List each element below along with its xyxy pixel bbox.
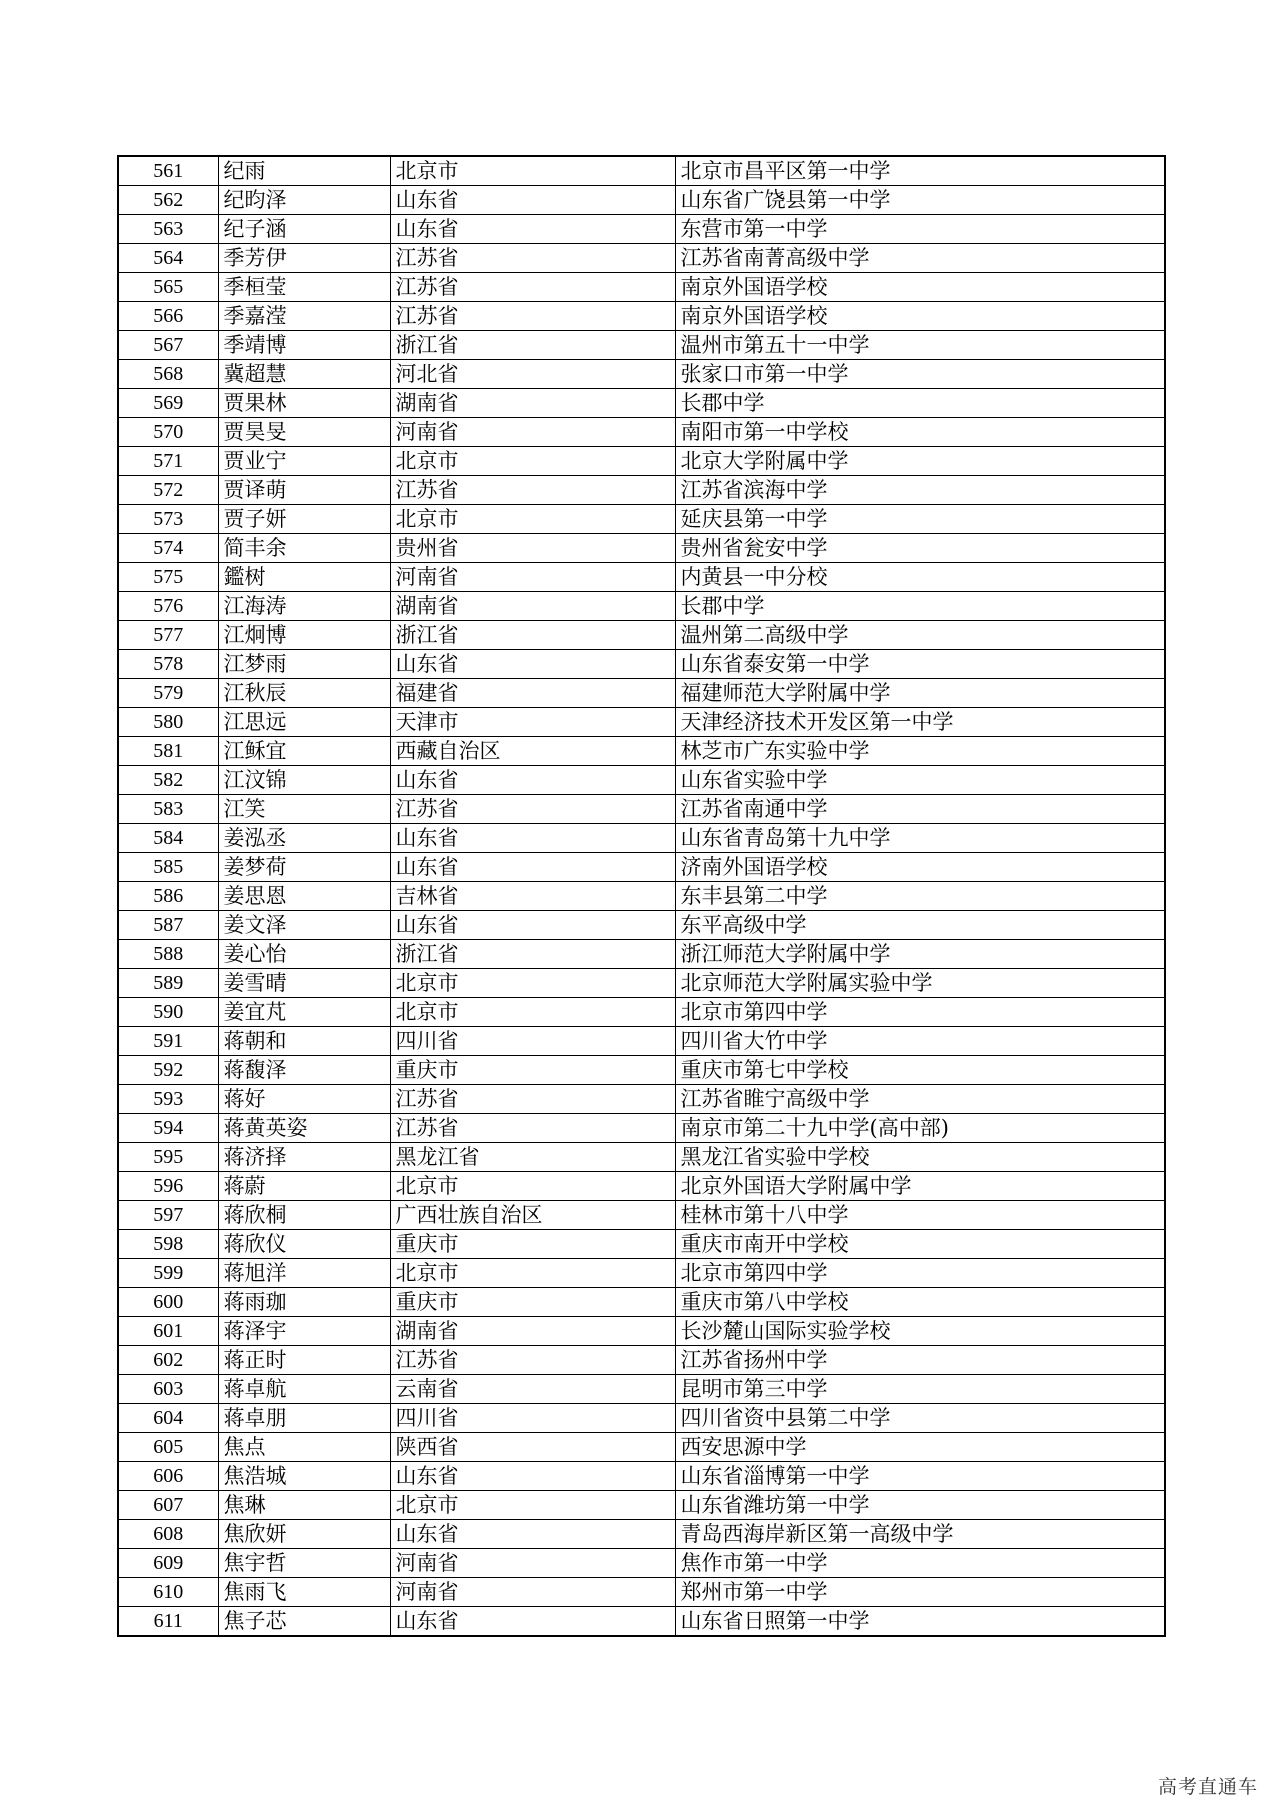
school-cell: 黑龙江省实验中学校 <box>675 1143 1165 1172</box>
school-cell: 昆明市第三中学 <box>675 1375 1165 1404</box>
row-number-cell: 571 <box>118 447 218 476</box>
province-cell: 山东省 <box>390 766 675 795</box>
table-row <box>118 360 1165 389</box>
province-cell: 北京市 <box>390 1259 675 1288</box>
student-name-cell: 纪昀泽 <box>218 186 390 215</box>
row-number-cell: 574 <box>118 534 218 563</box>
row-number-cell: 609 <box>118 1549 218 1578</box>
student-name-cell: 冀超慧 <box>218 360 390 389</box>
student-name-cell: 季嘉滢 <box>218 302 390 331</box>
province-cell: 四川省 <box>390 1027 675 1056</box>
school-cell: 南京市第二十九中学(高中部) <box>675 1114 1165 1143</box>
table-row <box>118 1491 1165 1520</box>
school-cell: 延庆县第一中学 <box>675 505 1165 534</box>
student-name-cell: 蒋黄英姿 <box>218 1114 390 1143</box>
school-cell: 温州第二高级中学 <box>675 621 1165 650</box>
province-cell: 贵州省 <box>390 534 675 563</box>
student-name-cell: 蒋欣桐 <box>218 1201 390 1230</box>
student-name-cell: 蒋蔚 <box>218 1172 390 1201</box>
row-number-cell: 590 <box>118 998 218 1027</box>
table-row <box>118 621 1165 650</box>
row-number-cell: 591 <box>118 1027 218 1056</box>
school-cell: 北京市第四中学 <box>675 998 1165 1027</box>
table-row <box>118 737 1165 766</box>
province-cell: 浙江省 <box>390 940 675 969</box>
student-name-cell: 江海涛 <box>218 592 390 621</box>
school-cell: 张家口市第一中学 <box>675 360 1165 389</box>
table-row <box>118 679 1165 708</box>
school-cell: 重庆市第八中学校 <box>675 1288 1165 1317</box>
school-cell: 天津经济技术开发区第一中学 <box>675 708 1165 737</box>
table-row <box>118 1375 1165 1404</box>
school-cell: 青岛西海岸新区第一高级中学 <box>675 1520 1165 1549</box>
student-name-cell: 焦欣妍 <box>218 1520 390 1549</box>
table-row <box>118 882 1165 911</box>
row-number-cell: 583 <box>118 795 218 824</box>
school-cell: 山东省广饶县第一中学 <box>675 186 1165 215</box>
row-number-cell: 579 <box>118 679 218 708</box>
student-name-cell: 江梦雨 <box>218 650 390 679</box>
table-row <box>118 389 1165 418</box>
school-cell: 南阳市第一中学校 <box>675 418 1165 447</box>
table-row <box>118 940 1165 969</box>
student-name-cell: 鑑树 <box>218 563 390 592</box>
table-row <box>118 1346 1165 1375</box>
province-cell: 山东省 <box>390 1520 675 1549</box>
school-cell: 温州市第五十一中学 <box>675 331 1165 360</box>
province-cell: 湖南省 <box>390 592 675 621</box>
table-row <box>118 969 1165 998</box>
student-name-cell: 姜雪晴 <box>218 969 390 998</box>
row-number-cell: 562 <box>118 186 218 215</box>
table-row <box>118 1259 1165 1288</box>
province-cell: 江苏省 <box>390 1114 675 1143</box>
row-number-cell: 596 <box>118 1172 218 1201</box>
student-name-cell: 蒋好 <box>218 1085 390 1114</box>
province-cell: 北京市 <box>390 998 675 1027</box>
row-number-cell: 582 <box>118 766 218 795</box>
row-number-cell: 592 <box>118 1056 218 1085</box>
school-cell: 郑州市第一中学 <box>675 1578 1165 1607</box>
school-cell: 重庆市南开中学校 <box>675 1230 1165 1259</box>
student-name-cell: 焦点 <box>218 1433 390 1462</box>
row-number-cell: 563 <box>118 215 218 244</box>
table-row <box>118 215 1165 244</box>
student-name-cell: 蒋卓航 <box>218 1375 390 1404</box>
student-name-cell: 江稣宜 <box>218 737 390 766</box>
table-row <box>118 186 1165 215</box>
student-name-cell: 季桓莹 <box>218 273 390 302</box>
table-row <box>118 766 1165 795</box>
table-row <box>118 244 1165 273</box>
province-cell: 重庆市 <box>390 1056 675 1085</box>
school-cell: 济南外国语学校 <box>675 853 1165 882</box>
province-cell: 江苏省 <box>390 244 675 273</box>
province-cell: 北京市 <box>390 969 675 998</box>
student-name-cell: 蒋馥泽 <box>218 1056 390 1085</box>
school-cell: 长郡中学 <box>675 389 1165 418</box>
student-name-cell: 季靖博 <box>218 331 390 360</box>
table-row <box>118 824 1165 853</box>
province-cell: 河南省 <box>390 1549 675 1578</box>
school-cell: 山东省潍坊第一中学 <box>675 1491 1165 1520</box>
table-row <box>118 534 1165 563</box>
student-name-cell: 姜思恩 <box>218 882 390 911</box>
province-cell: 河南省 <box>390 1578 675 1607</box>
roster-body <box>118 156 1165 1636</box>
school-cell: 四川省资中县第二中学 <box>675 1404 1165 1433</box>
student-name-cell: 纪雨 <box>218 156 390 186</box>
student-name-cell: 焦琳 <box>218 1491 390 1520</box>
school-cell: 山东省淄博第一中学 <box>675 1462 1165 1491</box>
province-cell: 西藏自治区 <box>390 737 675 766</box>
student-name-cell: 江汶锦 <box>218 766 390 795</box>
student-name-cell: 蒋雨珈 <box>218 1288 390 1317</box>
student-name-cell: 江思远 <box>218 708 390 737</box>
watermark-text: 高考直通车 <box>1157 1776 1258 1798</box>
school-cell: 长郡中学 <box>675 592 1165 621</box>
student-name-cell: 姜梦荷 <box>218 853 390 882</box>
row-number-cell: 593 <box>118 1085 218 1114</box>
province-cell: 四川省 <box>390 1404 675 1433</box>
school-cell: 东丰县第二中学 <box>675 882 1165 911</box>
school-cell: 山东省青岛第十九中学 <box>675 824 1165 853</box>
school-cell: 贵州省瓮安中学 <box>675 534 1165 563</box>
table-row <box>118 418 1165 447</box>
row-number-cell: 603 <box>118 1375 218 1404</box>
province-cell: 北京市 <box>390 1172 675 1201</box>
table-row <box>118 998 1165 1027</box>
table-row <box>118 708 1165 737</box>
school-cell: 林芝市广东实验中学 <box>675 737 1165 766</box>
school-cell: 北京市第四中学 <box>675 1259 1165 1288</box>
row-number-cell: 599 <box>118 1259 218 1288</box>
table-row <box>118 1549 1165 1578</box>
row-number-cell: 605 <box>118 1433 218 1462</box>
row-number-cell: 580 <box>118 708 218 737</box>
province-cell: 河南省 <box>390 418 675 447</box>
table-row <box>118 1578 1165 1607</box>
student-name-cell: 江笑 <box>218 795 390 824</box>
row-number-cell: 598 <box>118 1230 218 1259</box>
student-name-cell: 贾昊旻 <box>218 418 390 447</box>
province-cell: 陕西省 <box>390 1433 675 1462</box>
table-row <box>118 273 1165 302</box>
school-cell: 桂林市第十八中学 <box>675 1201 1165 1230</box>
province-cell: 河南省 <box>390 563 675 592</box>
table-row <box>118 1085 1165 1114</box>
school-cell: 南京外国语学校 <box>675 273 1165 302</box>
row-number-cell: 575 <box>118 563 218 592</box>
school-cell: 重庆市第七中学校 <box>675 1056 1165 1085</box>
school-cell: 北京市昌平区第一中学 <box>675 156 1165 186</box>
table-row <box>118 1607 1165 1637</box>
student-name-cell: 纪子涵 <box>218 215 390 244</box>
row-number-cell: 564 <box>118 244 218 273</box>
student-name-cell: 蒋旭洋 <box>218 1259 390 1288</box>
row-number-cell: 578 <box>118 650 218 679</box>
table-row <box>118 1201 1165 1230</box>
province-cell: 山东省 <box>390 853 675 882</box>
province-cell: 山东省 <box>390 215 675 244</box>
province-cell: 河北省 <box>390 360 675 389</box>
student-name-cell: 姜泓丞 <box>218 824 390 853</box>
school-cell: 山东省实验中学 <box>675 766 1165 795</box>
school-cell: 浙江师范大学附属中学 <box>675 940 1165 969</box>
school-cell: 福建师范大学附属中学 <box>675 679 1165 708</box>
row-number-cell: 567 <box>118 331 218 360</box>
student-name-cell: 姜心怡 <box>218 940 390 969</box>
row-number-cell: 595 <box>118 1143 218 1172</box>
student-name-cell: 蒋济择 <box>218 1143 390 1172</box>
student-name-cell: 蒋泽宇 <box>218 1317 390 1346</box>
table-row <box>118 853 1165 882</box>
province-cell: 北京市 <box>390 1491 675 1520</box>
table-row <box>118 1520 1165 1549</box>
table-row <box>118 1143 1165 1172</box>
table-row <box>118 331 1165 360</box>
table-row <box>118 1056 1165 1085</box>
table-row <box>118 1027 1165 1056</box>
table-row <box>118 1114 1165 1143</box>
row-number-cell: 587 <box>118 911 218 940</box>
province-cell: 北京市 <box>390 156 675 186</box>
student-name-cell: 季芳伊 <box>218 244 390 273</box>
row-number-cell: 597 <box>118 1201 218 1230</box>
province-cell: 江苏省 <box>390 302 675 331</box>
province-cell: 山东省 <box>390 911 675 940</box>
row-number-cell: 584 <box>118 824 218 853</box>
province-cell: 山东省 <box>390 824 675 853</box>
school-cell: 江苏省南菁高级中学 <box>675 244 1165 273</box>
province-cell: 浙江省 <box>390 331 675 360</box>
student-name-cell: 贾译萌 <box>218 476 390 505</box>
table-row <box>118 156 1165 186</box>
row-number-cell: 586 <box>118 882 218 911</box>
row-number-cell: 608 <box>118 1520 218 1549</box>
row-number-cell: 589 <box>118 969 218 998</box>
province-cell: 山东省 <box>390 1462 675 1491</box>
school-cell: 内黄县一中分校 <box>675 563 1165 592</box>
row-number-cell: 576 <box>118 592 218 621</box>
school-cell: 江苏省睢宁高级中学 <box>675 1085 1165 1114</box>
province-cell: 江苏省 <box>390 1085 675 1114</box>
row-number-cell: 606 <box>118 1462 218 1491</box>
school-cell: 四川省大竹中学 <box>675 1027 1165 1056</box>
province-cell: 广西壮族自治区 <box>390 1201 675 1230</box>
province-cell: 云南省 <box>390 1375 675 1404</box>
province-cell: 湖南省 <box>390 1317 675 1346</box>
province-cell: 湖南省 <box>390 389 675 418</box>
table-row <box>118 1462 1165 1491</box>
province-cell: 北京市 <box>390 447 675 476</box>
student-name-cell: 贾果林 <box>218 389 390 418</box>
student-name-cell: 贾业宁 <box>218 447 390 476</box>
school-cell: 西安思源中学 <box>675 1433 1165 1462</box>
school-cell: 长沙麓山国际实验学校 <box>675 1317 1165 1346</box>
student-name-cell: 焦子芯 <box>218 1607 390 1637</box>
row-number-cell: 604 <box>118 1404 218 1433</box>
province-cell: 福建省 <box>390 679 675 708</box>
table-row <box>118 1230 1165 1259</box>
row-number-cell: 601 <box>118 1317 218 1346</box>
table-row <box>118 476 1165 505</box>
row-number-cell: 561 <box>118 156 218 186</box>
student-name-cell: 江炯博 <box>218 621 390 650</box>
table-row <box>118 302 1165 331</box>
table-row <box>118 795 1165 824</box>
row-number-cell: 572 <box>118 476 218 505</box>
school-cell: 东营市第一中学 <box>675 215 1165 244</box>
province-cell: 江苏省 <box>390 1346 675 1375</box>
province-cell: 江苏省 <box>390 795 675 824</box>
table-row <box>118 1172 1165 1201</box>
province-cell: 山东省 <box>390 186 675 215</box>
row-number-cell: 611 <box>118 1607 218 1637</box>
student-name-cell: 贾子妍 <box>218 505 390 534</box>
province-cell: 天津市 <box>390 708 675 737</box>
province-cell: 山东省 <box>390 650 675 679</box>
school-cell: 东平高级中学 <box>675 911 1165 940</box>
row-number-cell: 577 <box>118 621 218 650</box>
row-number-cell: 573 <box>118 505 218 534</box>
student-name-cell: 焦宇哲 <box>218 1549 390 1578</box>
roster-table <box>117 155 1166 1637</box>
row-number-cell: 588 <box>118 940 218 969</box>
province-cell: 黑龙江省 <box>390 1143 675 1172</box>
table-row <box>118 505 1165 534</box>
province-cell: 重庆市 <box>390 1230 675 1259</box>
school-cell: 江苏省南通中学 <box>675 795 1165 824</box>
table-row <box>118 563 1165 592</box>
school-cell: 北京师范大学附属实验中学 <box>675 969 1165 998</box>
student-name-cell: 蒋正时 <box>218 1346 390 1375</box>
row-number-cell: 600 <box>118 1288 218 1317</box>
province-cell: 江苏省 <box>390 476 675 505</box>
province-cell: 山东省 <box>390 1607 675 1637</box>
row-number-cell: 570 <box>118 418 218 447</box>
student-name-cell: 焦浩城 <box>218 1462 390 1491</box>
row-number-cell: 594 <box>118 1114 218 1143</box>
table-row <box>118 650 1165 679</box>
table-row <box>118 1404 1165 1433</box>
table-row <box>118 1317 1165 1346</box>
table-row <box>118 1433 1165 1462</box>
province-cell: 浙江省 <box>390 621 675 650</box>
row-number-cell: 581 <box>118 737 218 766</box>
student-name-cell: 焦雨飞 <box>218 1578 390 1607</box>
school-cell: 江苏省扬州中学 <box>675 1346 1165 1375</box>
school-cell: 江苏省滨海中学 <box>675 476 1165 505</box>
school-cell: 山东省泰安第一中学 <box>675 650 1165 679</box>
school-cell: 北京大学附属中学 <box>675 447 1165 476</box>
row-number-cell: 565 <box>118 273 218 302</box>
row-number-cell: 607 <box>118 1491 218 1520</box>
row-number-cell: 568 <box>118 360 218 389</box>
table-row <box>118 447 1165 476</box>
row-number-cell: 569 <box>118 389 218 418</box>
school-cell: 南京外国语学校 <box>675 302 1165 331</box>
province-cell: 江苏省 <box>390 273 675 302</box>
table-row <box>118 592 1165 621</box>
student-name-cell: 蒋欣仪 <box>218 1230 390 1259</box>
student-name-cell: 蒋朝和 <box>218 1027 390 1056</box>
school-cell: 焦作市第一中学 <box>675 1549 1165 1578</box>
student-name-cell: 蒋卓朋 <box>218 1404 390 1433</box>
student-name-cell: 姜宜芃 <box>218 998 390 1027</box>
row-number-cell: 602 <box>118 1346 218 1375</box>
row-number-cell: 585 <box>118 853 218 882</box>
province-cell: 吉林省 <box>390 882 675 911</box>
student-name-cell: 姜文泽 <box>218 911 390 940</box>
row-number-cell: 610 <box>118 1578 218 1607</box>
school-cell: 山东省日照第一中学 <box>675 1607 1165 1637</box>
student-name-cell: 江秋辰 <box>218 679 390 708</box>
row-number-cell: 566 <box>118 302 218 331</box>
table-row <box>118 1288 1165 1317</box>
province-cell: 北京市 <box>390 505 675 534</box>
school-cell: 北京外国语大学附属中学 <box>675 1172 1165 1201</box>
province-cell: 重庆市 <box>390 1288 675 1317</box>
table-row <box>118 911 1165 940</box>
student-name-cell: 简丰余 <box>218 534 390 563</box>
